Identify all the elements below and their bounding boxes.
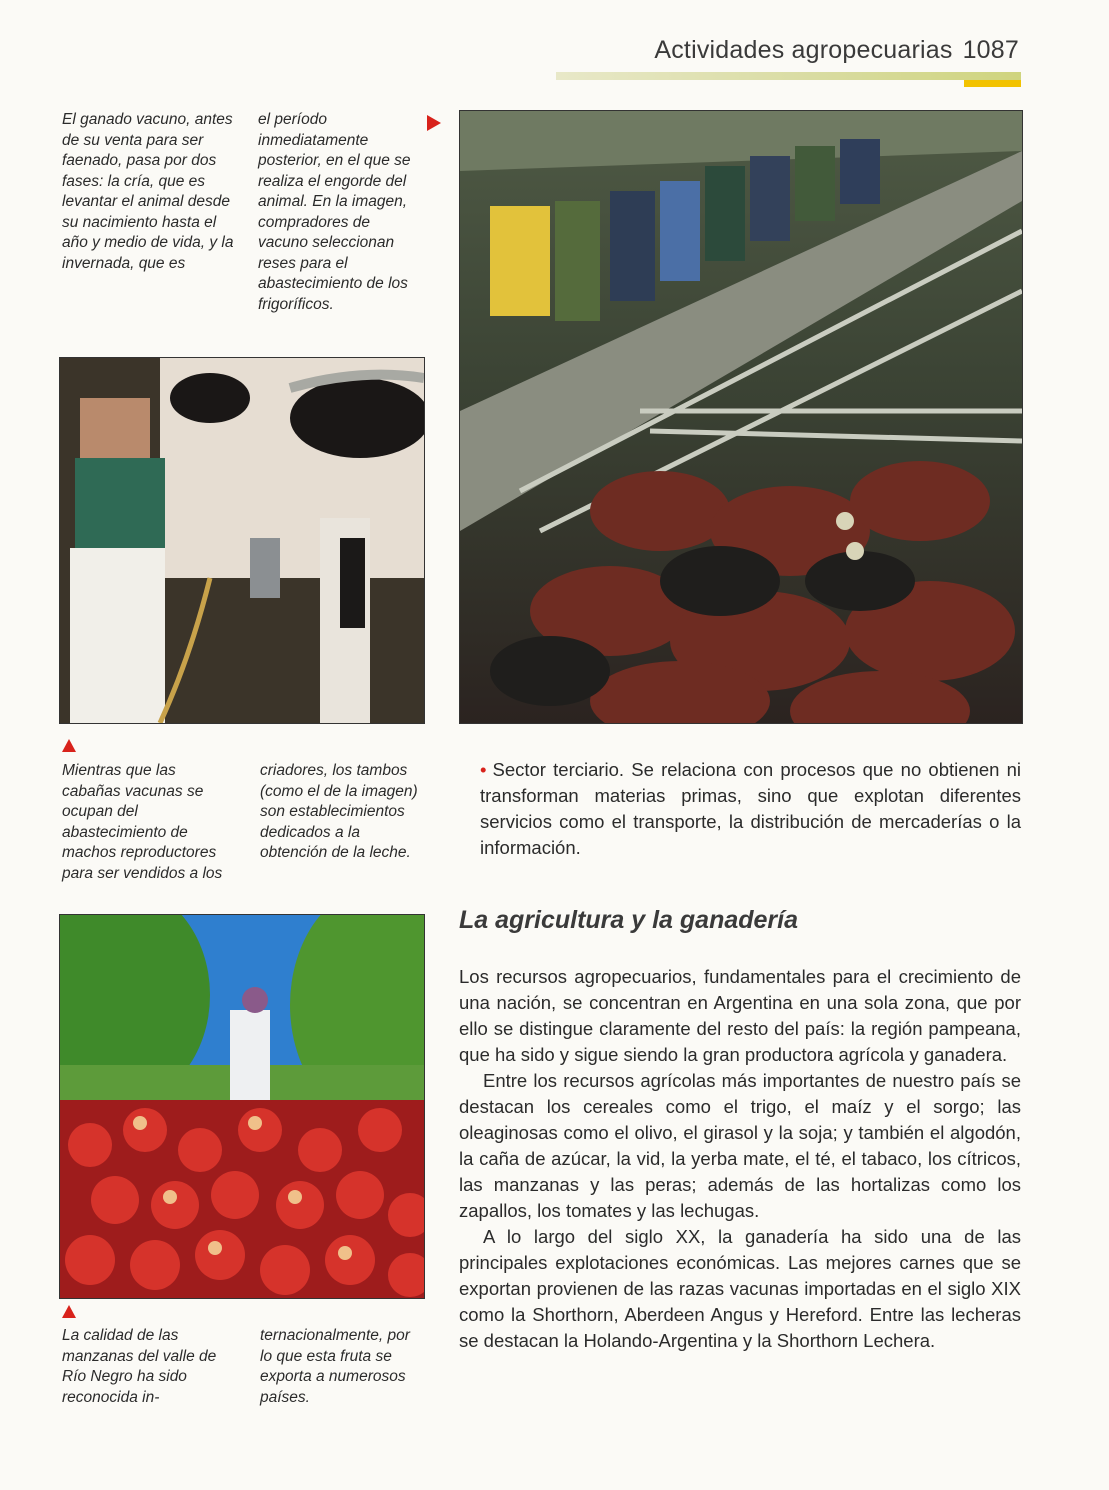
section-body — [459, 964, 1021, 1354]
caption-dairy-col1: Mientras que las cabañas vacunas se ocupan del abastecimiento de machos reproductores para ser vendidos a los — [62, 762, 223, 882]
paragraph: Los recursos agropecuarios, fundamentales para el crecimiento de una nación, se concentran en Argentina en una sola zona, que por ello se distingue claramente del resto del país: la región pampeana, que ha sido y sigue siendo la gran productora agrícola y ganadera. — [459, 966, 1021, 1065]
caption-dairy-col2: criadores, los tambos (como el de la imagen) son establecimientos dedicados a la obtención de la leche. — [260, 762, 418, 861]
bullet-text: Se relaciona con procesos que no obtienen ni transforman materias primas, sino que explotan diferentes servicios como el transporte, la distribución de mercaderías o la información. — [480, 759, 1021, 858]
bullet-term: Sector terciario. — [492, 759, 625, 780]
caption-apples-col2: ternacionalmente, por lo que esta fruta se exporta a numerosos países. — [260, 1327, 410, 1406]
photo-cattle-market — [459, 110, 1023, 724]
header-title: Actividades agropecuarias — [654, 36, 953, 64]
section-heading: La agricultura y la ganadería — [459, 906, 799, 934]
header-rule — [556, 72, 1021, 80]
running-header — [654, 36, 1019, 65]
bullet-sector-terciario — [480, 757, 1021, 861]
photo-dairy-milking — [59, 357, 425, 724]
pointer-up-icon — [62, 1305, 76, 1318]
caption-apples-col1: La calidad de las manzanas del valle de Río Negro ha sido reconocida in- — [62, 1327, 217, 1406]
caption-cattle-col2: el período inmediatamente posterior, en el que se realiza el engorde del animal. En la imagen, compradores de vacuno seleccionan reses para el abastecimiento de los frigoríficos. — [258, 111, 411, 313]
photo-apples — [59, 914, 425, 1299]
page-number: 1087 — [962, 36, 1019, 64]
paragraph: A lo largo del siglo XX, la ganadería ha sido una de las principales explotaciones económicas. Las mejores carnes que se exportan provienen de las razas vacunas importadas en el siglo XIX como la Shorthorn, Aberdeen Angus y Hereford. Entre las lecheras se destacan la Holando-Argentina y la Shorthorn Lechera. — [459, 1226, 1021, 1351]
caption-cattle-col1: El ganado vacuno, antes de su venta para ser faenado, pasa por dos fases: la cría, que es levantar el animal desde su nacimiento hasta el año y medio de vida, y la invernada, que es — [62, 111, 234, 272]
pointer-right-icon — [427, 115, 441, 131]
bullet-dot: • — [480, 759, 487, 780]
pointer-up-icon — [62, 739, 76, 752]
header-accent-bar — [964, 80, 1021, 87]
paragraph: Entre los recursos agrícolas más importantes de nuestro país se destacan los cereales como el trigo, el maíz y el sorgo; las oleaginosas como el olivo, el girasol y la soja; y también el algodón, la caña de azúcar, la vid, la yerba mate, el té, el tabaco, los cítricos, las manzanas y las peras; además de las hortalizas como los zapallos, los tomates y las lechugas. — [459, 1070, 1021, 1221]
